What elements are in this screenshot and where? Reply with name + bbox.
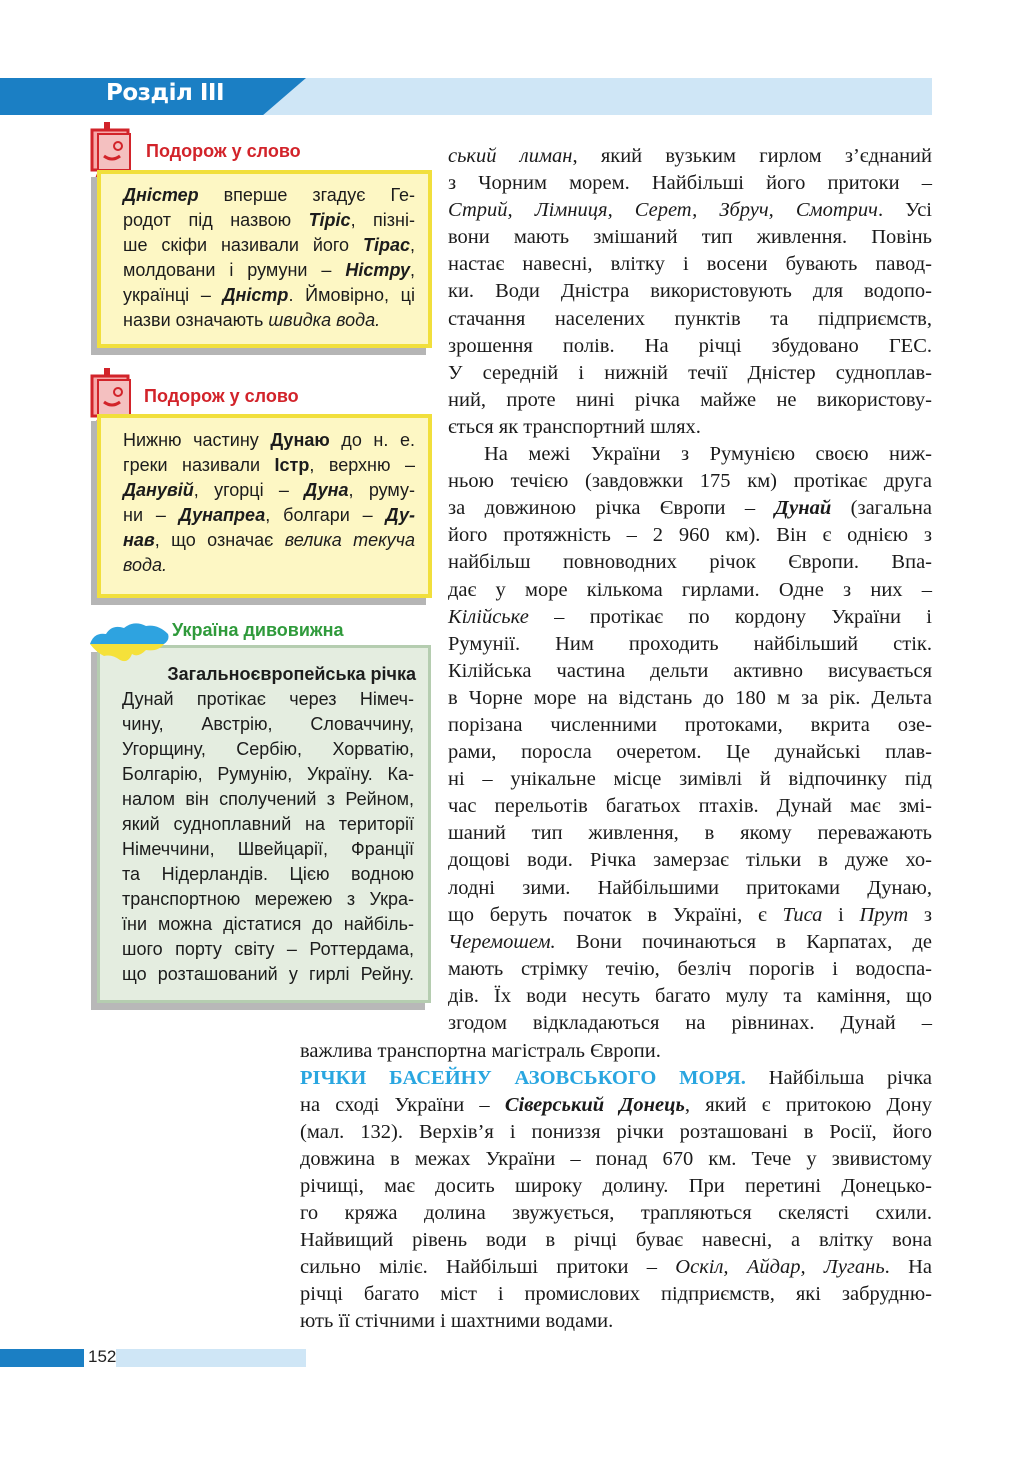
text-line	[122, 862, 414, 887]
text-run: чину, Австрію, Словаччину,	[122, 714, 414, 734]
emphasized-term: Дністер	[123, 185, 199, 205]
text-line	[122, 737, 414, 762]
emphasized-term: Тірас	[362, 235, 410, 255]
text-line	[300, 1227, 932, 1254]
text-run: транспортною мережею з Укра-	[122, 889, 414, 909]
text-run: , верхню –	[309, 455, 415, 475]
text-line	[123, 453, 415, 478]
text-line	[300, 1254, 932, 1281]
box1-title: Подорож у слово	[146, 141, 301, 161]
text-run: На межі України з Румунією своєю ниж-	[484, 443, 932, 466]
emphasized-term: Дунапреа	[178, 505, 266, 525]
text-run: зрошення полів. На річці збудовано ГЕС.	[448, 334, 932, 357]
text-line	[122, 912, 414, 937]
text-run: ний, проте нині річка майже не використову-	[448, 388, 932, 411]
text-run: їни можна дістатися до найбіль-	[122, 914, 414, 934]
text-run: що розташований у гирлі Рейну.	[122, 964, 414, 984]
text-run: Німеччини, Швейцарії, Франції	[122, 839, 414, 859]
text-run: . Ймовірно, ці	[288, 285, 415, 305]
text-line	[122, 812, 414, 837]
text-run: Нижню частину	[123, 430, 271, 450]
text-line	[448, 251, 932, 278]
text-run: в Чорне море на відстань до 180 м за рік. Дельта	[448, 686, 932, 709]
text-line	[448, 766, 932, 793]
text-run: , руму-	[348, 480, 415, 500]
emphasized-term: велика текуча	[284, 530, 415, 550]
text-line	[123, 283, 415, 308]
text-run: дощові води. Річка замерзає тільки в дуже хо-	[448, 849, 932, 872]
box3-subtitle: Загальноєвропейська річка	[167, 664, 416, 684]
text-line	[448, 847, 932, 874]
text-run: ,	[409, 260, 415, 280]
text-run: до н. е.	[329, 430, 415, 450]
text-run: родот під назвою	[123, 210, 309, 230]
text-run: ньою течією (завдовжки 175 км) протікає друга	[448, 470, 932, 493]
page-number-bar-light	[116, 1349, 306, 1367]
emphasized-term: Ністру	[345, 260, 410, 280]
text-line	[448, 631, 932, 658]
text-line	[448, 197, 932, 224]
text-run: Вони починаються в Карпатах, де	[555, 930, 932, 953]
text-line	[448, 902, 932, 929]
text-line	[122, 962, 414, 987]
section-title: Розділ ІІІ	[106, 80, 225, 106]
text-run: , пізні-	[350, 210, 415, 230]
emphasized-term: Прут	[859, 903, 909, 926]
text-line	[448, 685, 932, 712]
page-number: 152	[88, 1347, 117, 1366]
text-run: лодні зими. Найбільшими притоками Дунаю,	[448, 876, 932, 899]
info-box-travel-into-word-2	[97, 414, 432, 598]
text-run: назви означають	[123, 310, 269, 330]
text-line	[448, 170, 932, 197]
text-run: молдовани і румуни –	[123, 260, 346, 280]
text-run: , який є притокою Дону	[684, 1094, 933, 1116]
text-run: важлива транспортна магістраль Європи.	[300, 1040, 661, 1062]
text-run: , болгари –	[265, 505, 386, 525]
text-run: Дунай протікає через Німеч-	[122, 689, 414, 709]
text-run: . Усі	[877, 199, 932, 222]
text-run: українці –	[123, 285, 223, 305]
info-box-travel-into-word-1	[97, 170, 432, 348]
text-line	[123, 428, 415, 453]
text-run: Найвищий рівень води в річці буває навесні, а влітку вона	[300, 1229, 932, 1251]
text-run: порізана численними протоками, вкрита озе-	[448, 713, 932, 736]
main-text-column	[448, 143, 932, 1037]
text-run: Болгарію, Румунію, Україну. Ка-	[122, 764, 414, 784]
text-run: з	[908, 903, 932, 926]
text-line	[300, 1200, 932, 1227]
text-run: дів. Їх води несуть багато мулу та каміння, що	[448, 984, 932, 1007]
emphasized-term: Сіверський Донець	[504, 1094, 685, 1116]
text-run: , який вузьким гирлом з’єднаний	[572, 145, 932, 167]
text-line	[448, 577, 932, 604]
emphasized-term: Дуна	[304, 480, 349, 500]
text-line	[300, 1308, 932, 1335]
text-run: , що означає	[154, 530, 285, 550]
text-line	[448, 360, 932, 387]
text-run: ні – унікальне місце зимівлі й відпочинку під	[448, 768, 932, 791]
text-line	[123, 308, 415, 333]
text-line	[448, 983, 932, 1010]
main-text-wide	[300, 1038, 932, 1335]
emphasized-term: ський лиман	[448, 145, 573, 167]
text-line	[448, 441, 932, 468]
text-run: мають стрімку течію, безліч порогів і водоспа-	[448, 957, 932, 980]
emphasized-term: Данувій	[123, 480, 194, 500]
text-run: шаний тип живлення, в якому переважають	[448, 822, 932, 845]
text-line	[448, 929, 932, 956]
text-line	[448, 278, 932, 305]
text-run: його протяжність – 2 960 км). Він є однією з	[448, 524, 932, 547]
text-line	[448, 793, 932, 820]
text-run: ,	[409, 235, 415, 255]
text-run: шого порту світу – Роттердама,	[122, 939, 414, 959]
text-line	[448, 468, 932, 495]
text-line	[123, 528, 415, 553]
text-line	[448, 414, 932, 441]
text-line	[123, 478, 415, 503]
text-line	[123, 553, 415, 578]
text-line	[300, 1065, 932, 1092]
text-run: річищі, має досить широку долину. При перетині Донецько-	[300, 1175, 932, 1197]
box2-title: Подорож у слово	[144, 386, 299, 406]
text-line	[123, 208, 415, 233]
text-line	[448, 143, 932, 170]
text-line	[300, 1173, 932, 1200]
text-line	[300, 1146, 932, 1173]
section-heading: РІЧКИ БАСЕЙНУ АЗОВСЬКОГО МОРЯ.	[300, 1067, 746, 1089]
text-run: ки. Води Дністра використовують для водопо-	[448, 280, 932, 303]
emphasized-term: Тіріс	[308, 210, 351, 230]
text-run: довжина в межах України – понад 670 км. Тече у звивистому	[300, 1148, 932, 1170]
text-run: Кілійська частина дельти активно висувається	[448, 659, 932, 682]
text-line	[448, 522, 932, 549]
text-run: (мал. 132). Верхів’я і пониззя річки розташовані в Росії, його	[300, 1121, 932, 1143]
text-run: та Нідерландів. Цією водною	[122, 864, 414, 884]
text-line	[123, 258, 415, 283]
emphasized-term: швидка вода.	[268, 310, 381, 330]
text-line	[123, 503, 415, 528]
emphasized-term: Черемошем.	[448, 930, 556, 953]
page-number-bar	[0, 1349, 84, 1367]
text-run: що беруть початок в Україні, є	[448, 903, 783, 926]
text-line	[122, 762, 414, 787]
text-run: дає у море кількома гирлами. Одне з них –	[448, 578, 932, 601]
text-line	[448, 224, 932, 251]
info-box-amazing-ukraine	[97, 645, 431, 1003]
text-run: стачання населених пунктів та підприємств,	[448, 307, 932, 330]
text-line	[448, 739, 932, 766]
text-line	[448, 820, 932, 847]
text-run: (загальна	[831, 497, 932, 520]
text-line	[448, 495, 932, 522]
emphasized-term: Ду-	[385, 505, 415, 525]
emphasized-term: Істр	[274, 455, 310, 475]
text-run: який судноплавний на території	[122, 814, 414, 834]
emphasized-term: Тиса	[782, 903, 823, 926]
text-run: ють її стічними і шахтними водами.	[300, 1310, 614, 1332]
text-run: – протікає по кордону України і	[528, 605, 932, 628]
text-line	[448, 549, 932, 576]
text-run: Найбільша річка	[745, 1067, 932, 1089]
box3-title: Україна дивовижна	[172, 620, 344, 640]
text-line	[122, 837, 414, 862]
text-line	[123, 233, 415, 258]
text-line	[122, 887, 414, 912]
text-run: з Чорним морем. Найбільші його притоки –	[448, 172, 932, 195]
text-line	[300, 1038, 932, 1065]
emphasized-term: Дунай	[774, 497, 832, 520]
text-run: вони мають змішаний тип живлення. Повінь	[448, 226, 932, 249]
text-run: час перельотів багатьох птахів. Дунай має змі-	[448, 795, 932, 818]
text-line	[300, 1281, 932, 1308]
text-run: налом він сполучений з Рейном,	[122, 789, 414, 809]
header-band-light	[230, 78, 932, 115]
text-line	[448, 306, 932, 333]
text-run: на сході України –	[300, 1094, 505, 1116]
text-run: вперше згадує Ге-	[198, 185, 415, 205]
text-run: ється як транспортний шлях.	[448, 415, 701, 438]
text-run: згодом відкладаються на рівнинах. Дунай –	[448, 1012, 932, 1034]
text-run: Румунії. Ним проходить найбільший стік.	[448, 632, 932, 655]
text-run: і	[822, 903, 860, 926]
text-line	[300, 1119, 932, 1146]
text-run: , угорці –	[193, 480, 305, 500]
text-line	[122, 787, 414, 812]
emphasized-term: Дністр	[222, 285, 289, 305]
text-line	[448, 875, 932, 902]
emphasized-term: вода.	[123, 555, 167, 575]
text-run: найбільш повноводних річок Європи. Впа-	[448, 551, 932, 574]
text-line	[448, 956, 932, 983]
text-line	[448, 658, 932, 685]
text-run: ни –	[123, 505, 179, 525]
ukraine-map-icon	[88, 618, 172, 668]
text-run: греки називали	[123, 455, 275, 475]
text-line	[448, 1010, 932, 1037]
text-line	[448, 604, 932, 631]
text-run: настає навесні, влітку і восени бувають павод-	[448, 253, 932, 276]
text-run: . На	[884, 1256, 933, 1278]
text-run: го кряжа долина звужується, трапляються скелясті схили.	[300, 1202, 932, 1224]
text-run: сильно міліє. Найбільші притоки –	[300, 1256, 676, 1278]
emphasized-term: Дунаю	[270, 430, 330, 450]
text-line	[122, 687, 414, 712]
emphasized-term: Кілійське	[448, 605, 529, 628]
text-run: У середній і нижній течії Дністер судноплав-	[448, 361, 932, 384]
text-run: ше скіфи називали його	[123, 235, 363, 255]
text-run: річці багато міст і промислових підприємств, які забрудню-	[300, 1283, 932, 1305]
text-line	[448, 387, 932, 414]
text-line	[122, 712, 414, 737]
text-line	[300, 1092, 932, 1119]
text-run: за довжиною річка Європи –	[448, 497, 775, 520]
text-run: рами, поросла очеретом. Це дунайські плав-	[448, 741, 932, 764]
emphasized-term: нав	[123, 530, 155, 550]
text-run: Угорщину, Сербію, Хорватію,	[122, 739, 414, 759]
text-line	[448, 333, 932, 360]
text-line	[123, 183, 415, 208]
emphasized-term: Оскіл, Айдар, Лугань	[675, 1256, 885, 1278]
emphasized-term: Стрий, Лімниця, Серет, Збруч, Смотрич	[448, 199, 878, 222]
text-line	[122, 937, 414, 962]
text-line	[448, 712, 932, 739]
